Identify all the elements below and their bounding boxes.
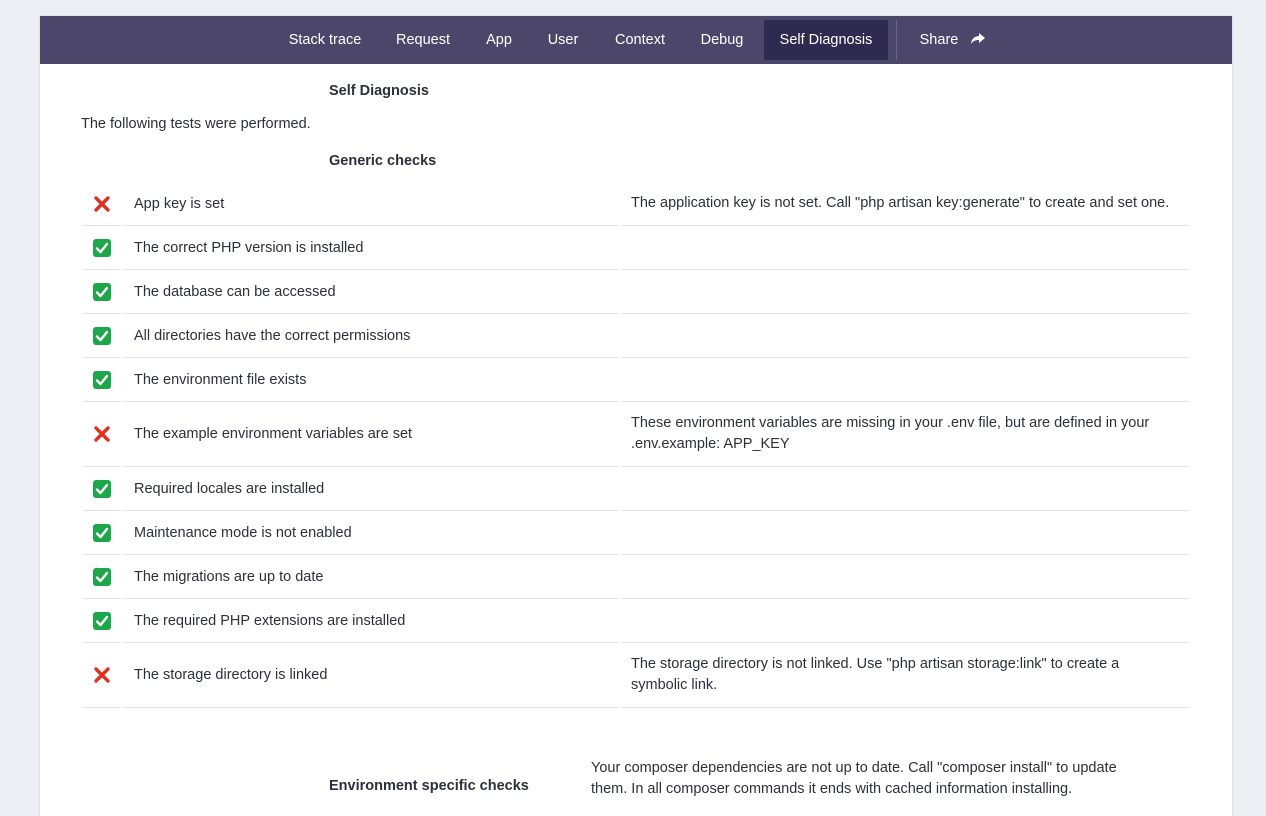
check-row <box>83 511 1189 555</box>
check-mark-icon <box>83 314 121 358</box>
check-message: The storage directory is not linked. Use "php artisan storage:link" to create a symbolic link. <box>621 643 1189 708</box>
check-row <box>83 182 1189 226</box>
fail-icon <box>83 182 121 226</box>
check-message: These environment variables are missing in your .env file, but are defined in your .env.example: APP_KEY <box>621 402 1189 467</box>
check-name: The storage directory is linked <box>124 643 618 708</box>
main-frame <box>40 16 1232 816</box>
intro-text: The following tests were performed. <box>81 116 311 132</box>
page-title: Self Diagnosis <box>329 83 429 99</box>
check-name: The example environment variables are set <box>124 402 618 467</box>
check-name: Maintenance mode is not enabled <box>124 511 618 555</box>
tab-context[interactable]: Context <box>615 32 665 48</box>
tab-debug[interactable]: Debug <box>700 32 744 48</box>
check-mark-icon <box>83 226 121 270</box>
check-message <box>621 226 1189 270</box>
check-mark-icon <box>83 555 121 599</box>
share-button[interactable] <box>908 20 998 60</box>
tab-user[interactable]: User <box>547 32 579 48</box>
check-name: The required PHP extensions are installed <box>124 599 618 643</box>
check-row <box>83 402 1189 467</box>
check-row <box>83 555 1189 599</box>
tab-request[interactable]: Request <box>395 32 450 48</box>
check-message <box>621 358 1189 402</box>
check-name: Required locales are installed <box>124 467 618 511</box>
check-row <box>83 314 1189 358</box>
check-row <box>83 643 1189 708</box>
check-message <box>621 555 1189 599</box>
check-name: The migrations are up to date <box>124 555 618 599</box>
check-name: The database can be accessed <box>124 270 618 314</box>
check-message <box>621 599 1189 643</box>
env-checks-heading: Environment specific checks <box>329 778 529 794</box>
fail-icon <box>83 643 121 708</box>
check-name: App key is set <box>124 182 618 226</box>
share-label: Share <box>919 32 959 48</box>
check-row <box>83 467 1189 511</box>
check-message <box>621 467 1189 511</box>
env-check-message: Your composer dependencies are not up to date. Call "composer install" to update them. In all composer commands it ends with cached information installing. <box>591 760 1117 797</box>
checks-table <box>83 182 1189 708</box>
check-name: The correct PHP version is installed <box>124 226 618 270</box>
check-message <box>621 511 1189 555</box>
check-mark-icon <box>83 270 121 314</box>
check-row <box>83 270 1189 314</box>
check-mark-icon <box>83 599 121 643</box>
check-mark-icon <box>83 511 121 555</box>
check-name: The environment file exists <box>124 358 618 402</box>
nav-divider <box>896 20 897 60</box>
check-row <box>83 599 1189 643</box>
share-icon <box>970 22 986 62</box>
top-navigation <box>40 16 1232 64</box>
check-mark-icon <box>83 467 121 511</box>
check-row <box>83 358 1189 402</box>
tab-self-diagnosis[interactable]: Self Diagnosis <box>764 20 888 60</box>
tab-app[interactable]: App <box>486 32 512 48</box>
check-name: All directories have the correct permissions <box>124 314 618 358</box>
fail-icon <box>83 402 121 467</box>
check-message <box>621 270 1189 314</box>
tab-stack-trace[interactable]: Stack trace <box>288 32 362 48</box>
check-message <box>621 314 1189 358</box>
check-message: The application key is not set. Call "php artisan key:generate" to create and set one. <box>621 182 1189 226</box>
check-row <box>83 226 1189 270</box>
generic-checks-heading: Generic checks <box>329 153 437 169</box>
check-mark-icon <box>83 358 121 402</box>
